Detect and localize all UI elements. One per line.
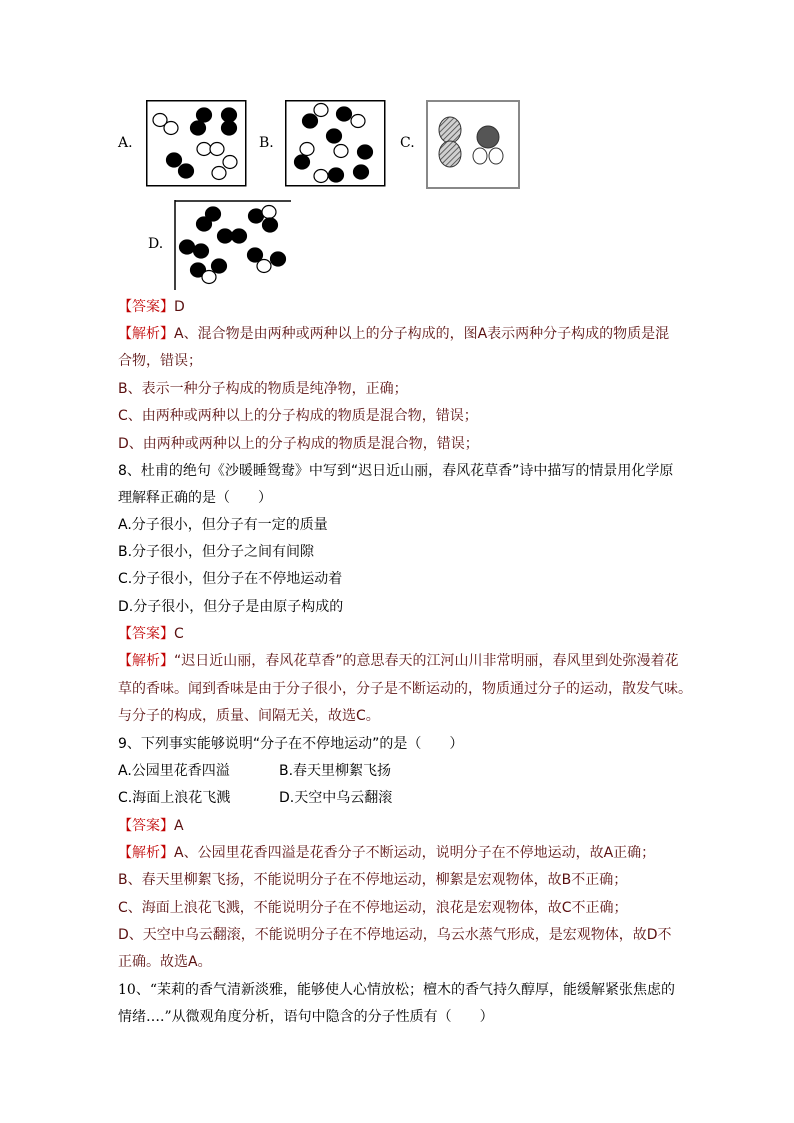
q8-stem-line-1: 8、杜甫的绝句《沙暖睡鸳鸯》中写到“迟日近山丽，春风花草香”诗中描写的情景用化学原 xyxy=(118,463,674,479)
q9-analysis-line-1: 【解析】A、公园里花香四溢是花香分子不断运动，说明分子在不停地运动，故A正确； xyxy=(118,845,656,861)
q8-option-a: A.分子很小，但分子有一定的质量 xyxy=(118,517,328,533)
q9-analysis-line-3: C、海面上浪花飞溅，不能说明分子在不停地运动，浪花是宏观物体，故C不正确； xyxy=(118,900,628,916)
q8-answer: 【答案】C xyxy=(118,626,184,642)
option-a-label: A. xyxy=(118,135,133,151)
q7-answer: 【答案】D xyxy=(118,299,185,315)
q9-analysis-line-5: 正确。故选A。 xyxy=(118,954,212,970)
figure-d-molecules xyxy=(173,200,291,290)
q9-option-c: C.海面上浪花飞溅 xyxy=(118,790,231,806)
q7-analysis-line-1: 【解析】A、混合物是由两种或两种以上的分子构成的，图A表示两种分子构成的物质是混 xyxy=(118,326,670,342)
q9-stem: 9、下列事实能够说明“分子在不停地运动”的是（ ） xyxy=(118,736,464,752)
q8-option-c: C.分子很小，但分子在不停地运动着 xyxy=(118,571,343,587)
q9-option-b: B.春天里柳絮飞扬 xyxy=(279,763,392,779)
figure-c-molecules xyxy=(426,100,520,189)
q9-analysis-line-2: B、春天里柳絮飞扬，不能说明分子在不停地运动，柳絮是宏观物体，故B不正确； xyxy=(118,872,628,888)
q9-analysis-line-4: D、天空中乌云翻滚，不能说明分子在不停地运动，乌云水蒸气形成，是宏观物体，故D不 xyxy=(118,927,672,943)
figure-a-molecules xyxy=(146,100,248,188)
q8-option-d: D.分子很小，但分子是由原子构成的 xyxy=(118,599,344,615)
q7-analysis-line-5: D、由两种或两种以上的分子构成的物质是混合物，错误； xyxy=(118,436,479,452)
q7-analysis-line-4: C、由两种或两种以上的分子构成的物质是混合物，错误； xyxy=(118,408,478,424)
q8-analysis-line-3: 与分子的构成，质量、间隔无关，故选C。 xyxy=(118,708,380,724)
q7-analysis-line-2: 合物，错误； xyxy=(118,353,202,369)
q8-option-b: B.分子很小，但分子之间有间隙 xyxy=(118,544,315,560)
q9-answer: 【答案】A xyxy=(118,818,184,834)
q8-analysis-line-2: 草的香味。闻到香味是由于分子很小，分子是不断运动的，物质通过分子的运动，散发气味。 xyxy=(118,681,692,697)
figure-b-molecules xyxy=(285,100,387,188)
q10-stem-line-2: 情绪….”从微观角度分析，语句中隐含的分子性质有（ ） xyxy=(118,1009,494,1025)
q9-option-d: D.天空中乌云翻滚 xyxy=(279,790,393,806)
q10-stem-line-1: 10、“茉莉的香气清新淡雅，能够使人心情放松；檀木的香气持久醇厚，能缓解紧张焦虑的 xyxy=(118,982,675,998)
option-c-label: C. xyxy=(400,135,415,151)
q7-analysis-line-3: B、表示一种分子构成的物质是纯净物，正确； xyxy=(118,381,408,397)
option-b-label: B. xyxy=(259,135,274,151)
option-d-label: D. xyxy=(148,236,164,252)
q8-stem-line-2: 理解释正确的是（ ） xyxy=(118,490,272,506)
q9-option-a: A.公园里花香四溢 xyxy=(118,763,230,779)
q8-analysis-line-1: 【解析】“迟日近山丽，春风花草香”的意思春天的江河山川非常明丽，春风里到处弥漫着花 xyxy=(118,653,679,669)
